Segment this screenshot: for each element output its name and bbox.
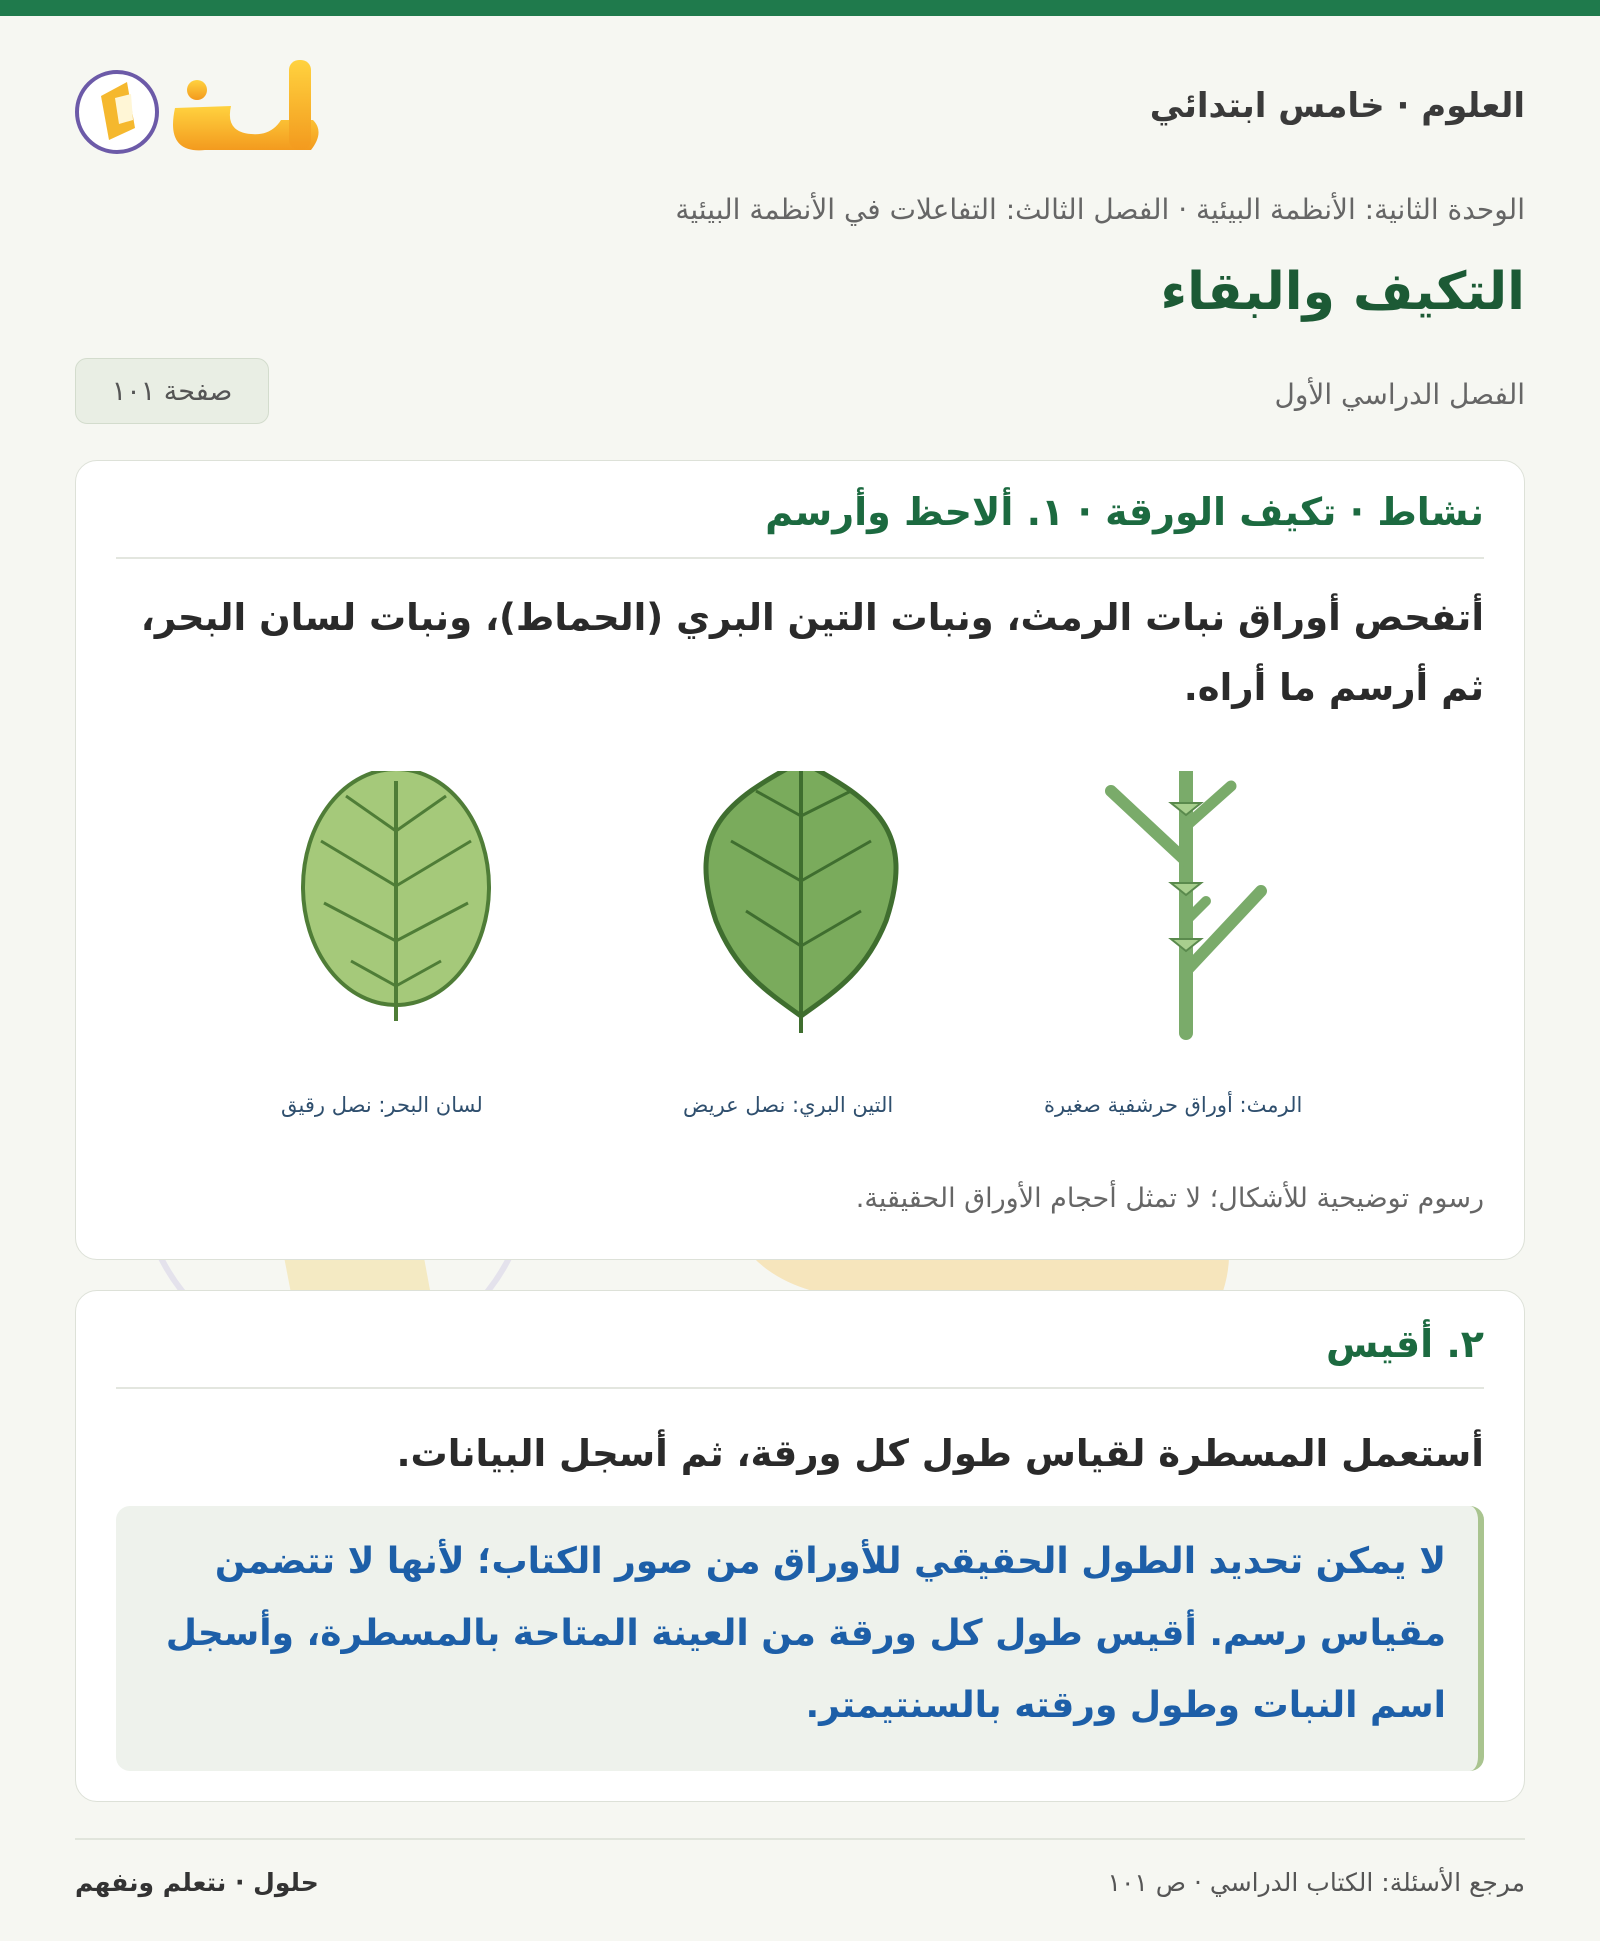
wild-fig-leaf-icon: [706, 771, 896, 1033]
term-label: الفصل الدراسي الأول: [1274, 378, 1525, 411]
caption-wild-fig: التين البري: نصل عريض: [683, 1093, 894, 1117]
page-number-badge: صفحة ١٠١: [75, 358, 269, 424]
footer-brand: حلول · نتعلم ونفهم: [75, 1868, 319, 1897]
measure-heading: ٢. أقيس: [116, 1291, 1484, 1389]
footer-reference: مرجع الأسئلة: الكتاب الدراسي · ص ١٠١: [1107, 1868, 1525, 1897]
activity-card: [75, 460, 1525, 1260]
activity-question: أتفحص أوراق نبات الرمث، ونبات التين البري (الحماط)، ونبات لسان البحر، ثم أرسم ما أراه.: [140, 596, 1484, 709]
footer-divider: [75, 1838, 1525, 1840]
breadcrumb: الوحدة الثانية: الأنظمة البيئية · الفصل الثالث: التفاعلات في الأنظمة البيئية: [675, 193, 1525, 226]
measure-card: [75, 1290, 1525, 1802]
subject-label: العلوم · خامس ابتدائي: [1149, 86, 1525, 126]
leaves-illustration: [76, 771, 1526, 1131]
caption-rimth: الرمث: أوراق حرشفية صغيرة: [1044, 1093, 1303, 1117]
measure-question: أستعمل المسطرة لقياس طول كل ورقة، ثم أسجل البيانات.: [396, 1432, 1484, 1475]
caption-sea-lavender: لسان البحر: نصل رقيق: [281, 1093, 483, 1117]
top-accent-bar: [0, 0, 1600, 16]
illustration-note: رسوم توضيحية للأشكال؛ لا تمثل أحجام الأوراق الحقيقية.: [855, 1183, 1484, 1214]
activity-heading: نشاط · تكيف الورقة · ١. ألاحظ وأرسم: [116, 461, 1484, 559]
hulul-logo[interactable]: [75, 50, 345, 160]
page-title: التكيف والبقاء: [1160, 262, 1525, 322]
answer-box: لا يمكن تحديد الطول الحقيقي للأوراق من صور الكتاب؛ لأنها لا تتضمن مقياس رسم. أقيس طول كل ورقة من العينة المتاحة بالمسطرة، وأسجل اسم النبات وطول ورقته بالسنتيمتر.: [116, 1506, 1484, 1771]
page-header: [75, 50, 1525, 160]
sea-lavender-leaf-icon: [303, 771, 489, 1021]
